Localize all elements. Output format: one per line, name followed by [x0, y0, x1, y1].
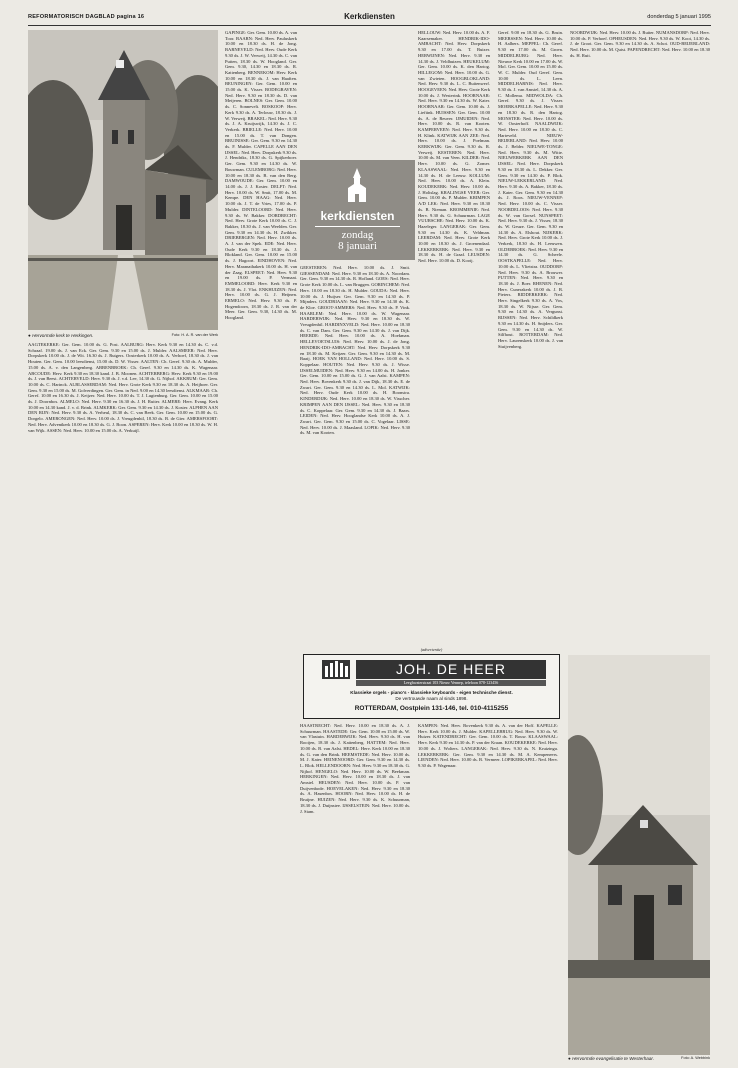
advert-city-address: ROTTERDAM, Oostplein 131-146, tel. 010-4115255 — [354, 705, 509, 712]
advert-name: JOH. DE HEER — [356, 660, 546, 679]
header-date: donderdag 5 januari 1995 — [647, 14, 711, 20]
church-illustration — [28, 30, 218, 330]
header-section-title: Kerkdiensten — [344, 12, 395, 21]
listing-column-4-bottom — [418, 723, 558, 1045]
listing-column-4 — [418, 30, 490, 645]
column-text: NOORDWIJK: Ned. Herv. 10.00 ds. J. Ruiter. NUMANSDORP: Ned. Herv. 10.00 ds. P. Verhoef. OPHEUSDEN: Ned. Herv. 9.30 ds. W. Kooi, 14.30 ds. J. de Groot. Ger. Gem. 9.30 en 14.30 ds. A. Schot. OUD-BEIJERLAND: Ned. Herv. 10.00 ds. M. Quist. PAPENDRECHT: Ned. Herv. 10.00 en 18.30 ds. H. Ruit. — [570, 30, 710, 58]
caption-text: Hervormde kerk te Herkingen. — [32, 333, 94, 338]
listing-column-1 — [28, 342, 218, 1045]
column-text: HAASTRECHT: Ned. Herv. 10.00 en 18.30 ds. A. J. Schuurman. HAASTEDE: Ger. Gem. 10.00 en 15.00 ds. W. van Vlastuin. HARDERWIJK: Ned. Herv. 9.30 ds. H. van Rooijen, 18.30 ds. J. Kattenberg. HATTEM: Ned. Herv. 10.00 ds. B. van Aalst. HEDEL: Herv. Kerk 10.00 en 18.30 ds. G. van den Brink. HEEMSTEDE: Ned. Herv. 10.00 ds. M. J. Kater. HEINENOORD: Ger. Gem. 9.30 en 14.30 ds. L. Blok. HELLENDOORN: Ned. Herv. 9.30 en 18.30 ds. G. Nijhof. HENGELO: Ned. Herv. 10.00 ds. W. Beekman. HERKINGEN: Ned. Herv. 10.00 en 18.30 ds. J. van Amstel. HEUSDEN: Ned. Herv. 10.00 ds. P. van Duijvenbode. HOEVELAKEN: Ned. Herv. 9.30 en 18.30 ds. A. Hasenbos. HOORN: Ned. Herv. 10.00 ds. H. de Bruijne. HUIZEN: Ned. Herv. 9.30 ds. K. Schuurman, 18.30 ds. J. Duijnstee. IJSSELSTEIN: Ned. Herv. 10.00 ds. J. Stam. — [300, 723, 410, 814]
kerkdiensten-date — [300, 230, 415, 252]
column-text: KAMPEN: Ned. Herv. Bovenkerk 9.30 ds. A. van der Hoff. KAPELLE: Herv. Kerk 10.00 ds. J. Mulder. KAPELLEBRUG: Ned. Herv. 9.30 ds. W. Huizer. KATENDRECHT: Ger. Gem. 10.00 ds. T. Bouw. KLAASWAAL: Herv. Kerk 9.30 en 14.30 ds. P. van der Kraan. KOUDEKERKE: Ned. Herv. 10.00 ds. J. Wolters. LANGERAK: Ned. Herv. 9.30 ds. N. Kruizinga. LEKKERKERK: Ger. Gem. 9.30 en 14.30 ds. M. A. Kempeneers. LIENDEN: Ned. Herv. 10.00 ds. B. Vermeer. LOPIKERKAPEL: Ned. Herv. 9.30 ds. P. Wagenaar. — [418, 723, 558, 768]
photo-credit: Foto: H. A. R. van der Werk — [171, 333, 218, 337]
advert-slogan: Klassieke orgels - piano's - klassieke keyboards - eigen technische dienst. — [350, 690, 513, 695]
kerkdiensten-date-text: 8 januari — [338, 240, 377, 252]
advertisement-joh-de-heer[interactable] — [303, 647, 560, 719]
listing-column-5 — [498, 30, 563, 645]
header-rule — [28, 25, 711, 26]
kerkdiensten-box — [300, 160, 415, 260]
kerkdiensten-divider — [315, 226, 400, 227]
photo-westerhaar-evangelisation — [568, 655, 710, 1055]
listing-column-2 — [225, 30, 297, 1045]
kerkdiensten-title: kerkdiensten — [320, 209, 395, 223]
organ-pipes-icon — [322, 660, 350, 679]
caption-bullet-icon: ● — [28, 333, 31, 338]
header-newspaper-page: REFORMATORISCH DAGBLAD pagina 16 — [28, 14, 145, 20]
photo-westerhaar-caption — [568, 1056, 710, 1061]
advert-address: Leeghwaterstraat 103 Nieuw Vennep, telefoon 078-123456 — [356, 680, 546, 686]
kerkdiensten-day: zondag — [341, 229, 374, 241]
page-header — [28, 12, 711, 24]
building-illustration — [568, 655, 710, 1055]
photo-herkingen-church — [28, 30, 218, 330]
column-text: AAGTEKERKE: Ger. Gem. 10.00 ds. G. Post. AALBURG: Herv. Kerk 9.30 en 14.30 ds. C. v.d. Schraaf. 19.00 ds. J. van Eck. Ger. Gem. 9.30 en 15.00 ds. J. Mulder. AALSMEER: Ned. Herv. Dorpskerk 10.00 ds. J. de Wit. 16.30 ds. J. Rutgers. Oosterkerk 10.00 ds. A. Verhoef, 18.30 ds. J. van Houten. Ger. Gem. 10.00 leesdienst, 15.00 ds. D. W. Visser. AALTEN: Ch. Geref. 9.30 ds. A. Mulder, 15.00 ds. A. v. den Langenberg. ABBENBROEK: Ch. Geref. 9.30 en 14.30 ds. K. Wagenaar. ABCOUDE: Herv. Kerk 9.30 en 18.30 kand. J. B. Moonen. ACHTERBERG: Herv. Kerk 9.30 en 19.00 ds. J. van Beest. ACHTERVELD: Herv. 9.30 ds. J. v.d. Lee, 14.30 ds. G. Nijhof. AKKRUM: Ger. Gem. 10.00 ds. C. Harinck. ALBLASSERDAM: Ned. Herv. Grote Kerk 9.30 en 18.30 ds. A. Heijboer. Ger. Gem. 9.30 en 15.00 ds. M. Golverdingen. Ger. Gem. in Ned. 9.00 en 14.30 leesdienst. ALKMAAR: Ch. Geref. 10.00 en 16.30 ds. J. Keijzer. Ned. Herv. 10.00 ds. T. J. Lugtenburg. Ger. Gem. 10.00 en 15.00 ds. J. Doornbos. ALMELO: Ned. Herv. 9.30 en 16.30 ds. J. H. Ruiter. ALMERE: Herv. Evang. Kerk 10.00 en 14.30 kand. J. v. d. Brink. ALMKERK: Ger. Gem. 9.30 en 14.30 ds. J. Koster. ALPHEN AAN DEN RIJN: Ned. Herv. 9.30 ds. A. Verheul, 18.30 ds. C. van Beek. Ger. Gem. 10.00 en 15.00 ds. G. Dorgelo. AMERONGEN: Ned. Herv. 10.00 ds. J. Vreugdenhil, 18.30 ds. B. de Gier. AMERSFOORT: Ned. Herv. Adventkerk 10.00 en 18.30 ds. G. J. Boon. ASPEREN: Herv. Kerk 10.00 en 18.30 ds. W. H. van Wijk. ASSEN: Ned. Herv. 10.00 en 15.00 ds. A. Verkuijl. — [28, 342, 218, 433]
listing-column-3 — [300, 265, 410, 645]
advert-label: (advertentie) — [420, 647, 443, 652]
column-text: GEESTEREN: Ned. Herv. 10.00 ds. J. Smit. GIESSENDAM: Ned. Herv. 9.30 en 18.30 ds. A. Noordam. Ger. Gem. 9.30 en 14.30 ds. R. Hofland. GOES: Ned. Herv. Grote Kerk 10.00 ds. L. van Bruggen. GORINCHEM: Ned. Herv. 10.00 en 18.30 ds. H. Mulder. GOUDA: Ned. Herv. 10.00 ds. J. Huijser. Ger. Gem. 9.30 en 14.30 ds. P. Mijnders. GOUDRIAAN: Ned. Herv. 9.30 en 14.30 ds. K. de Kloe. GROOT-AMMERS: Ned. Herv. 9.30 ds. P. Vink. HAARLEM: Ned. Herv. 10.00 ds. W. Wagenaar. HARDERWIJK: Ned. Herv. 9.30 en 18.30 ds. W. Vreugdenhil. HARDINXVELD: Ned. Herv. 10.00 en 18.30 ds. C. van Dam. Ger. Gem. 9.30 en 14.30 ds. J. van Dijk. HEERDE: Ned. Herv. 10.00 ds. A. Hoekman. HELLEVOETSLUIS: Ned. Herv. 10.00 ds. J. de Jong. HENDRIK-IDO-AMBACHT: Ned. Herv. Dorpskerk 9.30 en 18.30 ds. M. Keijzer. Ger. Gem. 9.30 en 14.30 ds. M. Baaij. HOEK VAN HOLLAND: Ned. Herv. 10.00 ds. S. Koppelaar. HOUTEN: Ned. Herv. 9.30 ds. J. Wisse. IJSSELMUIDEN: Ned. Herv. 9.30 en 14.00 ds. H. Jonker. Ger. Gem. 10.00 en 15.00 ds. G. J. van Aalst. KAMPEN: Ned. Herv. Bovenkerk 9.30 ds. J. van Dijk, 18.30 ds. E. de Zwart. Ger. Gem. 9.30 en 14.30 ds. L. Mol. KATWIJK: Ned. Herv. Oude Kerk 10.00 ds. H. Boonstra. KINDERDIJK: Ned. Herv. 10.00 en 18.30 ds. W. Visscher. KRIMPEN AAN DEN IJSSEL: Ned. Herv. 9.30 en 18.30 ds. C. Koppelaar. Ger. Gem. 9.30 en 14.30 ds. J. Baars. LEIDEN: Ned. Herv. Hooglandse Kerk 10.00 ds. A. J. Zwart. Ger. Gem. 9.30 en 15.00 ds. C. Vogelaar. LISSE: Ned. Herv. 10.00 ds. J. Maasland. LOPIK: Ned. Herv. 9.30 ds. M. van Kooten. — [300, 265, 410, 436]
church-icon — [346, 168, 368, 202]
photo-herkingen-caption — [28, 333, 218, 338]
column-text: HELLOUW: Ned. Herv. 10.00 ds. A. F. Kaarsemaker. HENDRIK-IDO-AMBACHT: Ned. Herv. Dorpskerk 9.30 en 17.00 ds. T. Buizer. HERWIJNEN: Ned. Herv. 9.30 en 14.30 ds. J. Veldhuizen. HEUKELUM: Ger. Gem. 10.00 ds. K. den Hartog. HILLEGOM: Ned. Herv. 10.00 ds. G. van Zwieten. HOOGBLOKLAND: Ned. Herv. 9.30 ds. L. C. Buitenwerf. HOOGEVEEN: Ned. Herv. Grote Kerk 10.00 ds. J. Westerink. HOORNAAR: Ned. Herv. 9.30 en 14.30 ds. W. Kater. HOORNAAR: Ger. Gem. 10.00 ds. J. Lieftink. HUISSEN: Ger. Gem. 10.00 ds. A. de Reuver. IJMUIDEN: Ned. Herv. 10.00 ds. R. van Kooten. KAMPERVEEN: Ned. Herv. 9.30 ds. H. Klink. KATWIJK AAN ZEE: Ned. Herv. 10.00 ds. J. Poelman. KERKWIJK: Ger. Gem. 9.30 ds. R. Verweij. KESTEREN: Ned. Herv. 10.00 ds. M. van Veen. KILDER: Ned. Herv. 10.00 ds. G. Zomer. KLAASWAAL: Ned. Herv. 9.30 en 14.30 ds. H. de Leeuw. KOLLUM: Ned. Herv. 10.00 ds. A. Klein. KOUDEKERK: Ned. Herv. 10.00 ds. J. Holtslag. KRALINGSE VEER: Ger. Gem. 10.00 ds. P. Mulder. KRIMPEN A/D LEK: Ned. Herv. 9.30 en 18.30 ds. B. Nieman. KROMMENIE: Ned. Herv. 9.30 ds. G. Schuurman. LAGE VUURSCHE: Ned. Herv. 10.00 ds. K. Hazeleger. LANGERAK: Ger. Gem. 9.30 en 14.30 ds. K. Veldman. LEERDAM: Ned. Herv. Grote Kerk 10.00 en 18.30 ds. J. Groenendaal. LEKKERKERK: Ned. Herv. 9.30 en 18.30 ds. H. de Graaf. LEUSDEN: Ned. Herv. 10.00 ds. D. Kooij. — [418, 30, 490, 264]
listing-column-3-bottom — [300, 723, 410, 1045]
column-text: Geref. 9.00 en 18.30 ds. G. Bruin. MEERSSEN: Ned. Herv. 10.00 ds. H. Aalbers. MEPPEL: Ch. Geref. 9.30 en 17.00 ds. M. Groen. MIDDELBURG: Ned. Herv. Nieuwe Kerk 10.00 en 17.00 ds. W. Mol. Ger. Gem. 10.00 en 15.00 ds. W. C. Mulder. Oud Geref. Gem. 10.00 ds. L. Leen. MIDDELHARNIS: Ned. Herv. 9.30 ds. J. van Amstel, 14.30 ds. A. C. Mollema. MIDWOLDA: Ch. Geref. 9.30 ds. J. Visser. MOERKAPELLE: Ned. Herv. 9.30 en 18.30 ds. R. den Hartog. MONSTER: Ned. Herv. 10.00 ds. W. Oosterhoff. NAALDWIJK: Ned. Herv. 10.00 en 18.30 ds. C. Harteveld. NIEUW-BEIJERLAND: Ned. Herv. 10.00 ds. J. Belder. NIEUWE-TONGE: Ned. Herv. 9.30 ds. M. Witte. NIEUWERKERK AAN DEN IJSSEL: Ned. Herv. Dorpskerk 9.30 en 18.30 ds. L. Dekker. Ger. Gem. 9.30 en 14.30 ds. P. Blok. NIEUW-LEKKERLAND: Ned. Herv. 9.30 ds. A. Bakker, 18.30 ds. J. Kater. Ger. Gem. 9.30 en 14.30 ds. J. Roos. NIEUW-VENNEP: Ned. Herv. 10.00 ds. C. Visser. NOORDELOOS: Ned. Herv. 9.30 ds. W. van Gorsel. NUNSPEET: Ned. Herv. 9.30 ds. J. Visser, 18.30 ds. W. Geuze. Ger. Gem. 9.30 en 14.30 ds. A. Elshout. NIJKERK: Ned. Herv. Grote Kerk 10.00 ds. J. Verkerk, 18.30 ds. H. Leeuwen. OLDEBROEK: Ned. Herv. 9.30 en 14.30 ds. G. Scheele. OOSTKAPELLE: Ned. Herv. 10.00 ds. L. Vlietstra. OUDDORP: Ned. Herv. 9.30 ds. A. Brouwer. PUTTEN: Ned. Herv. 9.30 en 18.30 ds. J. Boer. RHENEN: Ned. Herv. Cunerakerk 10.00 ds. J. B. Pieters. RIDDERKERK: Ned. Herv. Singelkerk 9.30 ds. A. Vos, 18.30 ds. W. Nijsse. Ger. Gem. 9.30 en 14.30 ds. A. Vergunst. RIJSSEN: Ned. Herv. Schildkerk 9.30 en 14.30 ds. H. Snijders. Ger. Gem. 9.30 en 14.30 ds. W. Silfhout. ROTTERDAM: Ned. Herv. Laurenskerk 10.00 ds. J. van Stuijvenberg. — [498, 30, 563, 349]
photo-credit: Foto: A. Webbink — [681, 1056, 710, 1060]
caption-bullet-icon: ● — [568, 1056, 571, 1061]
listing-column-6 — [570, 30, 710, 645]
advert-tagline: De vertrouwde naam al sinds 1898. — [395, 696, 468, 701]
column-text: GAPINGE: Ger. Gem. 10.00 ds. A. van Toor. BAARN: Ned. Herv. Pauluskerk 10.00 en 18.30 ds. H. de Jong. BARNEVELD: Ned. Herv. Oude Kerk 9.30 ds. J. W. Verweij, 14.30 ds. C. van Putten, 18.30 ds. W. Hoogland. Ger. Gem. 9.30, 14.30 en 18.30 ds. R. Kattenberg. BENNEKOM: Herv. Kerk 10.00 en 18.30 ds. J. van Haaften. BEUNINGEN: Ger. Gem. 10.00 en 15.00 ds. K. Visser. BODEGRAVEN: Ned. Herv. 9.30 en 18.30 ds. D. van Meijeren. BOLNES: Ger. Gem. 10.00 ds. C. Sonnevelt. BOSKOOP: Herv. Kerk 9.30 ds. A. Terlouw, 18.30 ds. J. W. Verweij. BRAKEL: Ned. Herv. 9.30 ds. J. A. Kruijswijk, 14.30 ds. J. C. Verkerk. BRIELLE: Ned. Herv. 10.00 en 15.00 ds. T. van Dongen. BRUINISSE: Ger. Gem. 9.30 en 14.30 ds. F. Mulder. CAPELLE AAN DEN IJSSEL: Ned. Herv. Dorpskerk 9.30 ds. J. Hendriks, 18.30 ds. G. Spijkerboer. Ger. Gem. 9.30 en 14.30 ds. W. Bouwman. CULEMBORG: Ned. Herv. 10.00 en 18.30 ds. B. van den Berg. DAMWOUDE: Ger. Gem. 10.00 en 14.00 ds. J. J. Koster. DELFT: Ned. Herv. 10.00 ds. W. Smit, 17.00 ds. M. Kempe. DEN HAAG: Ned. Herv. 10.00 ds. J. T. de Vries, 17.00 ds. P. Mulder. DINTELOORD: Ned. Herv. 9.30 ds. W. Bakker. DORDRECHT: Ned. Herv. Grote Kerk 10.00 ds. C. J. Bakker, 18.30 ds. J. van Weelden. Ger. Gem. 9.30 en 14.30 ds. H. Zwikker. DRIEBERGEN: Ned. Herv. 10.00 ds. A. J. van der Spek. EDE: Ned. Herv. Oude Kerk 9.30 en 18.30 ds. J. Blokland. Ger. Gem. 10.00 en 15.00 ds. J. Hagoort. EINDHOVEN: Ned. Herv. Maranathakerk 10.00 ds. H. van der Zaag. ELSPEET: Ned. Herv. 9.30 en 19.00 ds. P. Vermaat. EMMELOORD: Herv. Kerk 9.30 en 18.30 ds. J. Vlot. ENKHUIZEN: Ned. Herv. 10.00 ds. G. J. Heijnen. ERMELO: Ned. Herv. 9.30 ds. P. Hogendoorn, 18.30 ds. J. R. van der Meer. Ger. Gem. 9.30, 14.30 ds. M. Hoogland. — [225, 30, 297, 321]
caption-text: Hervormde evangelisatie te Westerhaar. — [572, 1056, 655, 1061]
